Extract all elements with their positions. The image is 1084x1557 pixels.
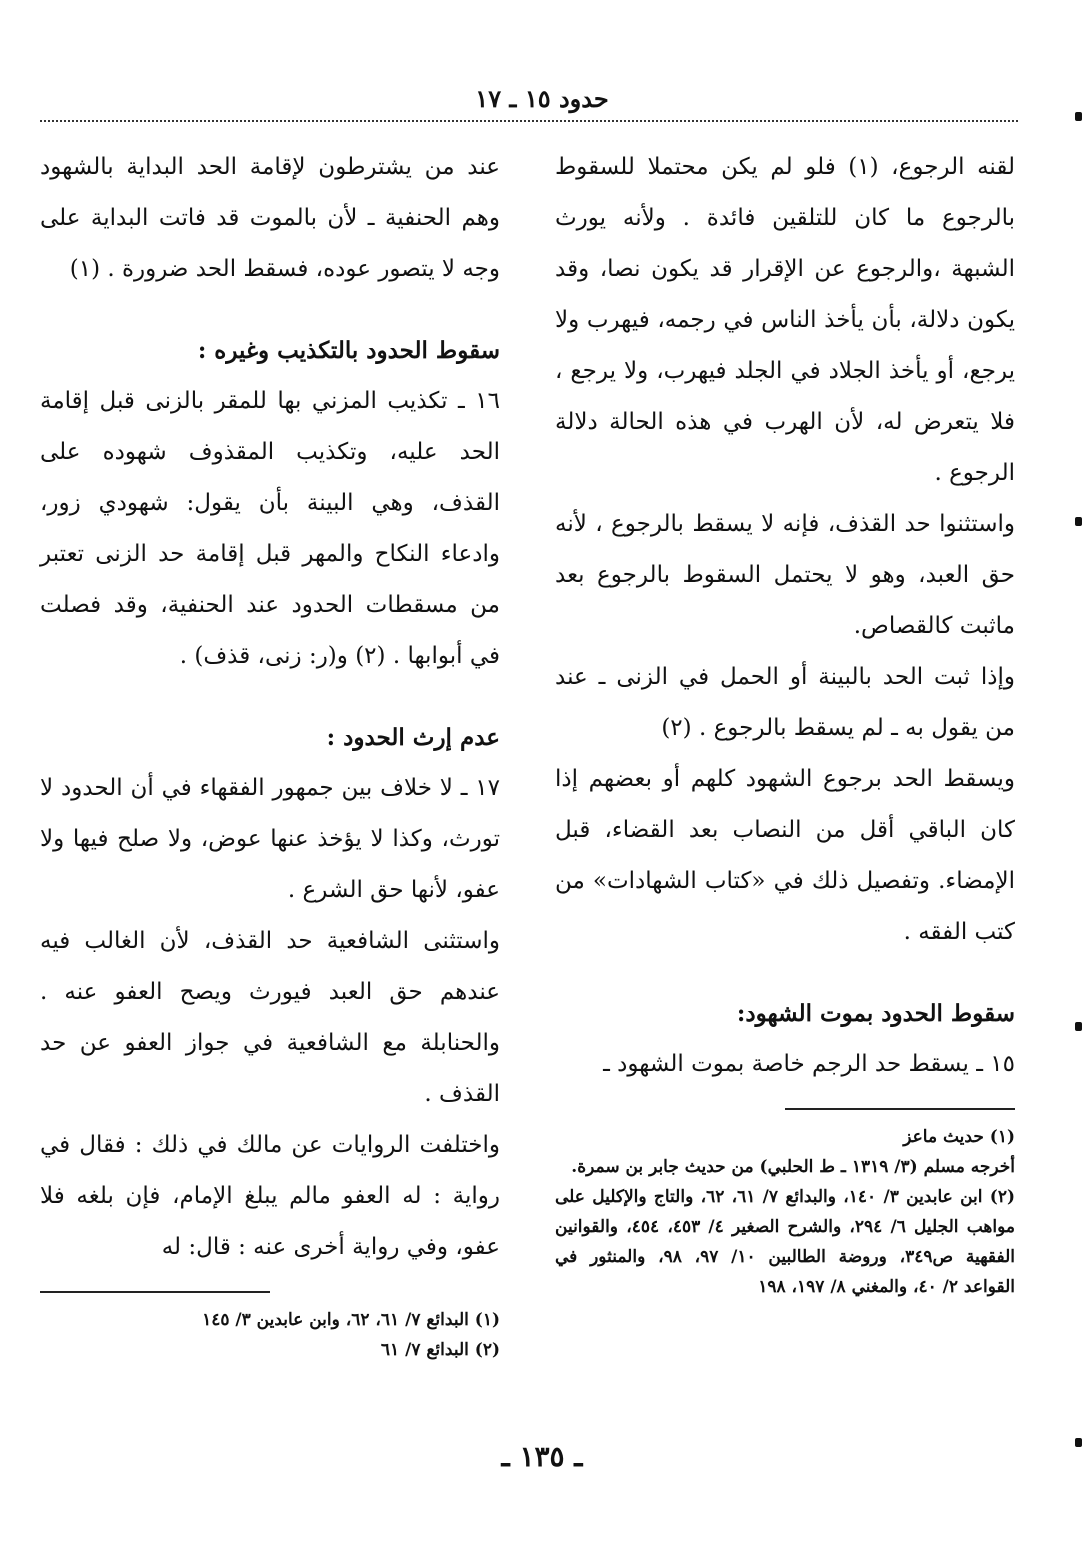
footnote: (٢) ابن عابدين ٣/ ١٤٠، والبدائع ٧/ ٦١، ٦٢، والتاج والإكليل على مواهب الجليل ٦/ ٢٩٤، والشرح الصغير ٤/ ٤٥٣، ٤٥٤، والقوانين الفقهية ص٣٤٩، وروضة الطالبين ١٠/ ٩٧، ٩٨، والمنثور في القواعد ٢/ ٤٠، والمغني ٨/ ١٩٧، ١٩٨: [555, 1187, 1016, 1297]
paragraph: عند من يشترطون لإقامة الحد البداية بالشهود وهم الحنفية ـ لأن بالموت قد فاتت البداية على وجه لا يتصور عوده، فسقط الحد ضرورة . (١): [40, 154, 500, 282]
paragraph: واستثنوا حد القذف، فإنه لا يسقط بالرجوع ، لأنه حق العبد، وهو لا يحتمل السقوط بالرجوع بعد ماثبت كالقصاص.: [555, 511, 1015, 639]
spacer: [40, 682, 500, 712]
paragraph: ١٦ ـ تكذيب المزني بها للمقر بالزنى قبل إقامة الحد عليه، وتكذيب المقذوف شهوده على القذف، وهي البينة بأن يقول: شهودي زور، وادعاء النكاح والمهر قبل إقامة حد الزنى تعتبر من مسقطات الحدود عند الحنفية، وقد فصلت في أبوابها . (٢) و(ر: زنى، قذف) .: [40, 388, 500, 669]
margin-mark: [1075, 112, 1082, 121]
running-header: حدود ١٥ ـ ١٧: [475, 84, 609, 113]
spacer: [40, 295, 500, 325]
paragraph: واختلفت الروايات عن مالك في ذلك : فقال في رواية : له العفو مالم يبلغ الإمام، فإن بلغه فلا عفو، وفي رواية أخرى عنه : قال: له: [40, 1132, 500, 1260]
margin-mark: [1075, 517, 1082, 526]
paragraph: لقنه الرجوع، (١) فلو لم يكن محتملا للسقوط بالرجوع ما كان للتلقين فائدة . ولأنه يورث الشبهة ،والرجوع عن الإقرار قد يكون نصا، وقد يكون دلالة، بأن يأخذ الناس في رجمه، فيهرب ولا يرجع، أو يأخذ الجلاد في الجلد فيهرب، ولا يرجع ، فلا يتعرض له، لأن الهرب في هذه الحالة دلالة الرجوع .: [555, 154, 1015, 486]
paragraph: ١٥ ـ يسقط حد الرجم خاصة بموت الشهود ـ: [603, 1051, 1015, 1077]
paragraph: وإذا ثبت الحد بالبينة أو الحمل في الزنى ـ عند من يقول به ـ لم يسقط بالرجوع . (٢): [555, 664, 1015, 741]
right-column: [555, 142, 1015, 1302]
footnote-rule: [40, 1291, 270, 1293]
paragraph: واستثنى الشافعية حد القذف، لأن الغالب فيه عندهم حق العبد فيورث ويصح العفو عنه . والحنابلة مع الشافعية في جواز العفو عن حد القذف .: [40, 928, 500, 1107]
margin-mark: [1075, 1438, 1082, 1447]
page-number: ـ ١٣٥ ـ: [501, 1440, 583, 1473]
left-column: [40, 142, 500, 1365]
section-heading: عدم إرث الحدود :: [326, 724, 500, 751]
paragraph: ١٧ ـ لا خلاف بين جمهور الفقهاء في أن الحدود لا تورث، وكذا لا يؤخذ عنها عوض، ولا صلح فيها ولا عفو، لأنها حق الشرع .: [40, 775, 500, 903]
footnote-rule: [785, 1108, 1015, 1110]
footnote: (١) حديث ماعز: [903, 1127, 1015, 1147]
header-dotted-rule: [40, 120, 1018, 122]
margin-mark: [1075, 1022, 1082, 1031]
footnote: (٢) البدائع ٧/ ٦١: [380, 1340, 500, 1360]
section-heading: سقوط الحدود بالتكذيب وغيره :: [197, 337, 500, 364]
spacer: [555, 958, 1015, 988]
footnote: (١) البدائع ٧/ ٦١، ٦٢، وابن عابدين ٣/ ١٤٥: [202, 1310, 500, 1330]
paragraph: ويسقط الحد برجوع الشهود كلهم أو بعضهم إذا كان الباقي أقل من النصاب بعد القضاء، قبل الإمضاء. وتفصيل ذلك في «كتاب الشهادات» من كتب الفقه .: [555, 766, 1015, 945]
footnote: أخرجه مسلم (٣/ ١٣١٩ ـ ط الحلبي) من حديث جابر بن سمرة.: [571, 1157, 1015, 1177]
section-heading: سقوط الحدود بموت الشهود:: [736, 1000, 1015, 1027]
